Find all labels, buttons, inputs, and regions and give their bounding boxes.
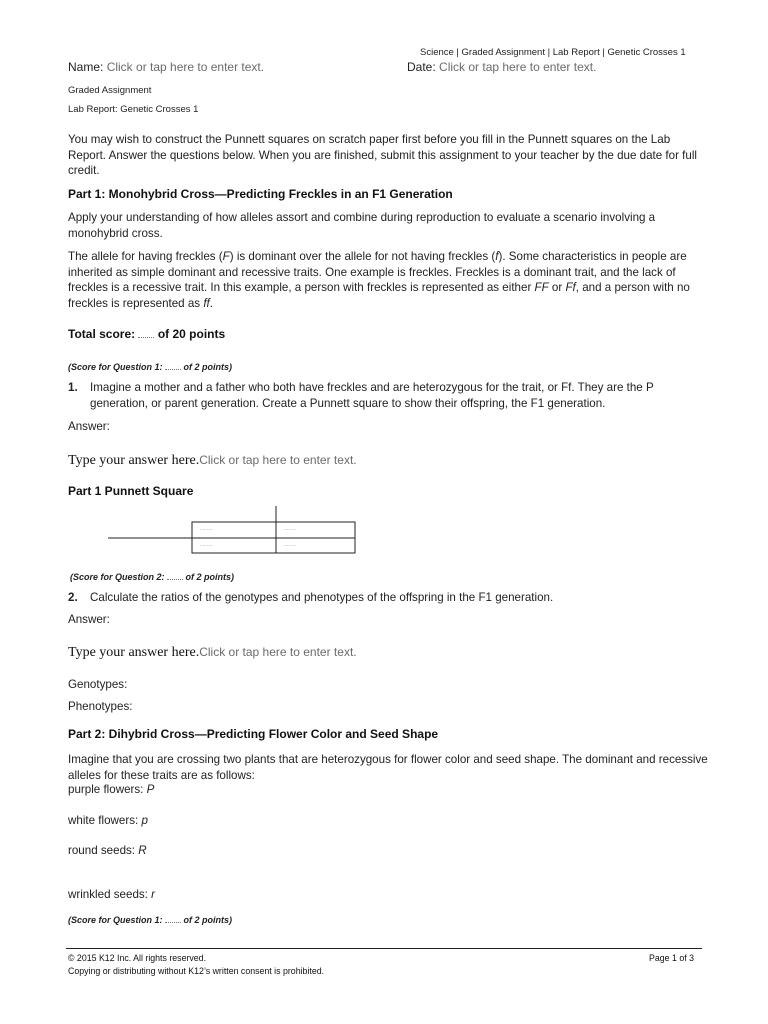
name-label: Name: (68, 60, 104, 74)
date-input[interactable]: Click or tap here to enter text. (439, 60, 597, 74)
q2-score: (Score for Question 2: of 2 points) (70, 572, 235, 582)
punnett-square (100, 503, 365, 558)
punnett-cell-4[interactable]: ......... (284, 542, 297, 548)
answer-1-field[interactable] (68, 451, 357, 469)
date-label: Date: (407, 60, 436, 74)
part1-para2: The allele for having freckles (F) is dominant over the allele for not having freckles (f). Some characteristics in people are inherited as simple dominant and recessive traits. One example is freckles. Freckles is a dominant trait, and the lack of freckles is a recessive trait. In this example, a person with freckles is represented as either FF or Ff, and a person with no freckles is represented as ff. (68, 250, 690, 310)
answer-2-field[interactable] (68, 643, 357, 661)
part2-q1-score: (Score for Question 1: of 2 points) (68, 915, 233, 925)
q2-score-input[interactable] (167, 570, 183, 580)
white-flowers: white flowers: p (68, 814, 148, 827)
phenotypes-label: Phenotypes: (68, 700, 133, 713)
punnett-cell-1[interactable]: ......... (200, 526, 213, 532)
footer-divider (66, 948, 702, 949)
purple-flowers: purple flowers: P (68, 783, 155, 796)
answer-2-label: Answer: (68, 613, 110, 626)
name-field[interactable] (68, 60, 264, 74)
answer-1-prompt: Type your answer here. (68, 453, 200, 468)
question-2 (68, 590, 688, 606)
question-2-text: Calculate the ratios of the genotypes and phenotypes of the offspring in the F1 generation. (90, 591, 554, 604)
total-score: Total score: of 20 points (68, 327, 226, 341)
question-1 (68, 380, 688, 411)
doc-type: Graded Assignment (68, 85, 152, 96)
q1-score-input[interactable] (165, 360, 181, 370)
wrinkled-seeds: wrinkled seeds: r (68, 888, 156, 901)
part2-heading: Part 2: Dihybrid Cross—Predicting Flower Color and Seed Shape (68, 727, 439, 741)
answer-1-input[interactable]: Click or tap here to enter text. (199, 453, 357, 467)
footer-page-number: Page 1 of 3 (649, 953, 694, 963)
total-score-input[interactable] (138, 328, 154, 338)
q1-score: (Score for Question 1: of 2 points) (68, 362, 233, 372)
intro-paragraph: You may wish to construct the Punnett squares on scratch paper first before you fill in the Punnett squares on the Lab Report. Answer the questions below. When you are finished, submit this assignment to your teacher by the due date for full credit. (68, 133, 697, 177)
punnett-heading: Part 1 Punnett Square (68, 484, 194, 498)
answer-1-label: Answer: (68, 420, 110, 433)
answer-2-prompt: Type your answer here. (68, 645, 200, 660)
part2-intro: Imagine that you are crossing two plants that are heterozygous for flower color and seed shape. The dominant and recessive alleles for these traits are as follows: (68, 753, 708, 782)
genotypes-label: Genotypes: (68, 678, 128, 691)
part2-q1-score-input[interactable] (165, 913, 181, 923)
punnett-cell-2[interactable]: ......... (284, 526, 297, 532)
part1-para1: Apply your understanding of how alleles assort and combine during reproduction to evaluate a scenario involving a monohybrid cross. (68, 211, 656, 240)
answer-2-input[interactable]: Click or tap here to enter text. (199, 645, 357, 659)
punnett-cell-3[interactable]: ......... (200, 542, 213, 548)
name-input[interactable]: Click or tap here to enter text. (106, 60, 265, 74)
round-seeds: round seeds: R (68, 844, 147, 857)
date-field[interactable] (407, 60, 596, 74)
part1-heading: Part 1: Monohybrid Cross—Predicting Freckles in an F1 Generation (68, 187, 453, 201)
question-2-number: 2. (68, 591, 78, 604)
header-breadcrumb: Science | Graded Assignment | Lab Report | Genetic Crosses 1 (420, 47, 686, 58)
question-1-text: Imagine a mother and a father who both have freckles and are heterozygous for the trait, or Ff. They are the P generation, or parent generation. Create a Punnett square to show their offspring, the F1 generation. (90, 381, 654, 410)
doc-title: Lab Report: Genetic Crosses 1 (68, 104, 199, 115)
footer-copyright: © 2015 K12 Inc. All rights reserved. (68, 953, 207, 963)
question-1-number: 1. (68, 381, 78, 394)
footer-notice: Copying or distributing without K12’s written consent is prohibited. (68, 966, 325, 976)
